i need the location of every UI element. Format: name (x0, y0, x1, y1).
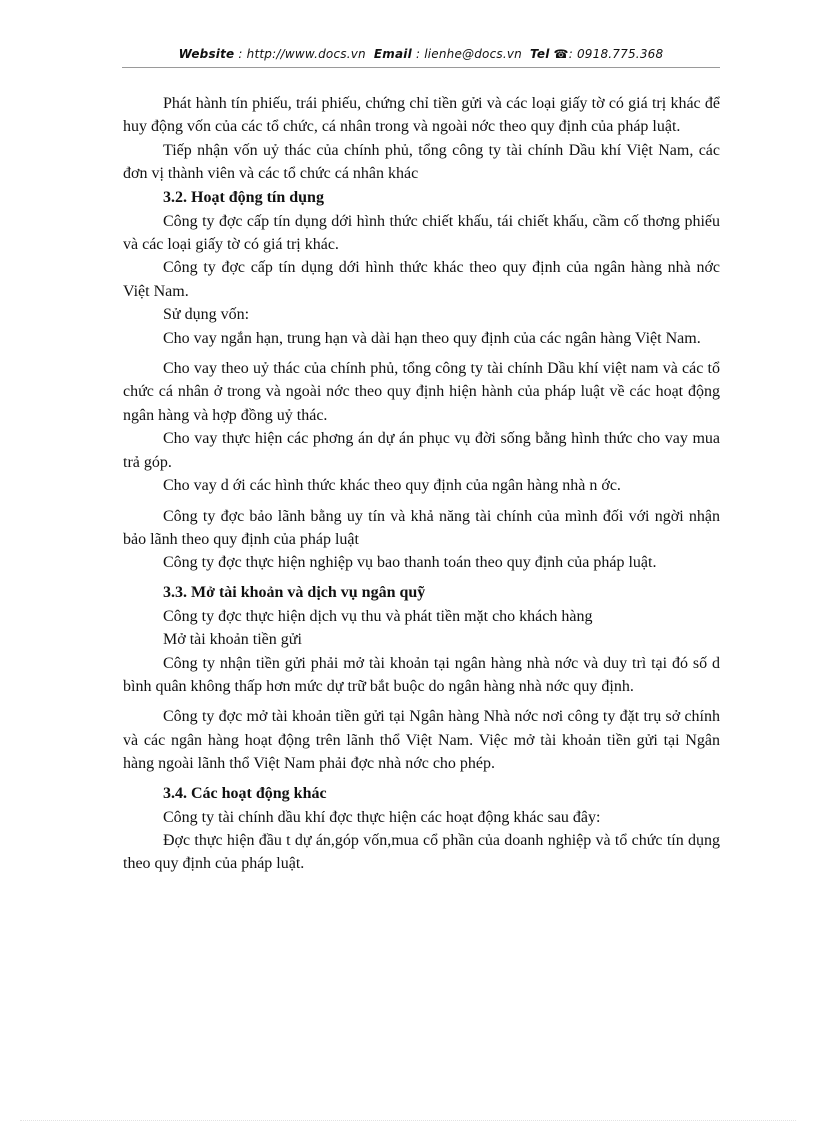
paragraph: Công ty đợc thực hiện dịch vụ thu và phát tiền mặt cho khách hàng (163, 607, 593, 625)
paragraph: Cho vay d ới các hình thức khác theo quy định của ngân hàng nhà n ớc. (163, 477, 621, 495)
page-header (122, 47, 720, 68)
section-heading-3-4: 3.4. Các hoạt động khác (163, 784, 327, 802)
paragraph: Mở tài khoản tiền gửi (163, 631, 302, 649)
footer-divider (20, 1120, 796, 1121)
tel-label: Tel (530, 47, 550, 61)
paragraph: Công ty đợc thực hiện nghiệp vụ bao thanh toán theo quy định của pháp luật. (163, 554, 657, 572)
paragraph: Công ty đợc bảo lãnh bằng uy tín và khả năng tài chính của mình đối với ngời nhận bảo lãnh theo quy định của pháp luật (123, 507, 720, 548)
paragraph: Công ty tài chính dầu khí đợc thực hiện các hoạt động khác sau đây: (163, 808, 601, 826)
paragraph: Tiếp nhận vốn uỷ thác của chính phủ, tổng công ty tài chính Dầu khí Việt Nam, các đơn vị thành viên và các tổ chức cá nhân khác (123, 141, 720, 183)
paragraph: Đợc thực hiện đầu t dự án,góp vốn,mua cổ phần của doanh nghiệp và tổ chức tín dụng theo quy định của pháp luật. (123, 831, 720, 873)
document-body (123, 92, 720, 876)
paragraph: Công ty đợc mở tài khoản tiền gửi tại Ngân hàng Nhà nớc nơi công ty đặt trụ sở chính và các ngân hàng hoạt động trên lãnh thổ Việt Nam. Việc mở tài khoản tiền gửi tại Ngân hàng ngoài lãnh thổ Việt Nam phải đợc nhà nớc cho phép. (123, 708, 720, 773)
tel-value: : 0918.775.368 (568, 47, 664, 61)
paragraph: Cho vay thực hiện các phơng án dự án phục vụ đời sống bằng hình thức cho vay mua trả góp. (123, 430, 720, 471)
paragraph: Công ty nhận tiền gửi phải mở tài khoản tại ngân hàng nhà nớc và duy trì tại đó số d bình quân không thấp hơn mức dự trữ bắt buộc do ngân hàng nhà nớc quy định. (123, 654, 720, 695)
paragraph: Công ty đợc cấp tín dụng dới hình thức khác theo quy định của ngân hàng nhà nớc Việt Nam. (123, 259, 720, 300)
phone-icon: ☎ (553, 47, 569, 61)
paragraph: Cho vay theo uỷ thác của chính phủ, tổng công ty tài chính Dầu khí việt nam và các tổ chức cá nhân ở trong và ngoài nớc theo quy định hiện hành của pháp luật về các hoạt động ngân hàng và hợp đồng uỷ thác. (123, 360, 720, 424)
email-value: : lienhe@docs.vn (415, 47, 522, 61)
paragraph: Phát hành tín phiếu, trái phiếu, chứng chỉ tiền gửi và các loại giấy tờ có giá trị khác để huy động vốn của các tổ chức, cá nhân trong và ngoài nớc theo quy định của pháp luật. (123, 95, 720, 136)
website-label: Website (178, 47, 235, 61)
section-heading-3-3: 3.3. Mở tài khoản và dịch vụ ngân quỹ (163, 583, 426, 601)
paragraph: Sử dụng vốn: (163, 306, 250, 324)
section-heading-3-2: 3.2. Hoạt động tín dụng (163, 188, 324, 206)
email-label: Email (373, 47, 412, 61)
paragraph: Cho vay ngắn hạn, trung hạn và dài hạn theo quy định của các ngân hàng Việt Nam. (163, 329, 701, 347)
paragraph: Công ty đợc cấp tín dụng dới hình thức chiết khấu, tái chiết khấu, cầm cố thơng phiếu và các loại giấy tờ có giá trị khác. (123, 212, 720, 254)
website-value: : http://www.docs.vn (238, 47, 366, 61)
